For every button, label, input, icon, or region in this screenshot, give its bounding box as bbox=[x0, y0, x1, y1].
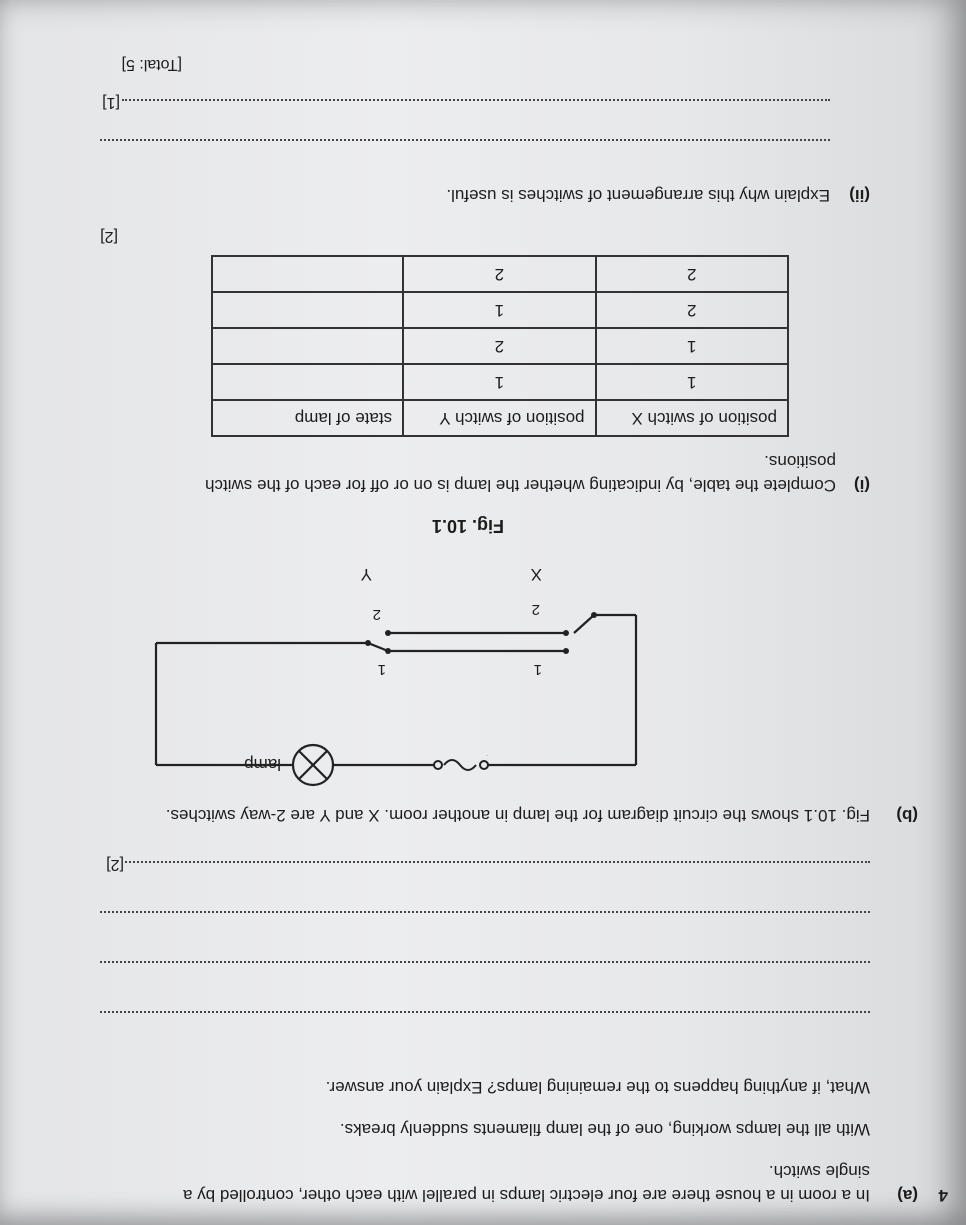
switch-x-terminal-1-label: 1 bbox=[533, 661, 542, 678]
answer-line-ii-1[interactable] bbox=[100, 139, 830, 141]
part-b-label: (b) bbox=[896, 806, 918, 825]
supply-terminal-left bbox=[480, 761, 488, 769]
table-answer-cell[interactable] bbox=[212, 364, 403, 400]
ac-supply-icon bbox=[444, 760, 476, 770]
table-row bbox=[212, 292, 788, 328]
figure-caption: Fig. 10.1 bbox=[431, 516, 504, 536]
table-header-row bbox=[212, 400, 788, 436]
lamp-label: lamp bbox=[244, 755, 281, 774]
table-row bbox=[212, 328, 788, 364]
table-cell: 1 bbox=[596, 328, 788, 364]
table-cell: 1 bbox=[596, 364, 788, 400]
table-cell: 1 bbox=[403, 364, 595, 400]
part-i-text-line1: Complete the table, by indicating whether the lamp is on or off for each of the switch bbox=[205, 476, 836, 495]
table-cell: 2 bbox=[403, 256, 595, 292]
part-i-label: (i) bbox=[853, 476, 870, 495]
switch-y-label: Y bbox=[360, 565, 372, 584]
part-b-intro: Fig. 10.1 shows the circuit diagram for the lamp in another room. X and Y are 2-way switches. bbox=[165, 806, 870, 825]
table-row bbox=[212, 364, 788, 400]
table-answer-cell[interactable] bbox=[212, 292, 403, 328]
table-cell: 2 bbox=[596, 256, 788, 292]
part-a-text-line4: What, if anything happens to the remaining lamps? Explain your answer. bbox=[325, 1078, 870, 1097]
table-answer-cell[interactable] bbox=[212, 328, 403, 364]
switch-y-blade bbox=[574, 615, 594, 633]
part-ii-label: (ii) bbox=[849, 186, 870, 205]
switch-table bbox=[211, 255, 789, 437]
answer-line-ii-2[interactable] bbox=[122, 99, 830, 101]
table-cell: 2 bbox=[403, 328, 595, 364]
part-ii-marks: [1] bbox=[102, 94, 120, 111]
table-cell: 1 bbox=[403, 292, 595, 328]
switch-x-terminal-2 bbox=[385, 630, 391, 636]
part-a-text-line1: In a room in a house there are four electric lamps in parallel with each other, controlled by a bbox=[183, 1186, 870, 1205]
table-answer-cell[interactable] bbox=[212, 256, 403, 292]
supply-symbol: o∿o bbox=[486, 754, 488, 755]
part-ii-text: Explain why this arrangement of switches is useful. bbox=[446, 186, 830, 205]
part-a-text-line2: single switch. bbox=[768, 1162, 870, 1181]
table-header: position of switch X bbox=[596, 400, 788, 436]
part-a-label: (a) bbox=[897, 1186, 918, 1205]
switch-y-terminal-2-label: 2 bbox=[372, 606, 381, 623]
table-header: state of lamp bbox=[212, 400, 403, 436]
part-a-marks: [2] bbox=[106, 856, 124, 873]
part-i-marks: [2] bbox=[100, 228, 118, 245]
switch-y-terminal-1-label: 1 bbox=[377, 661, 386, 678]
part-i-text-line2: positions. bbox=[764, 452, 836, 471]
switch-x-label: X bbox=[530, 565, 542, 584]
table-row bbox=[212, 256, 788, 292]
part-a-text-line3: With all the lamps working, one of the lamp filaments suddenly breaks. bbox=[339, 1120, 870, 1139]
supply-terminal-right bbox=[434, 761, 442, 769]
table-cell: 2 bbox=[596, 292, 788, 328]
question-number: 4 bbox=[938, 1186, 948, 1205]
total-marks: [Total: 5] bbox=[121, 56, 182, 73]
circuit-diagram bbox=[0, 505, 966, 1225]
switch-x-blade bbox=[368, 643, 388, 651]
table-header: position of switch Y bbox=[403, 400, 595, 436]
switch-x-terminal-2-label: 2 bbox=[531, 601, 540, 618]
